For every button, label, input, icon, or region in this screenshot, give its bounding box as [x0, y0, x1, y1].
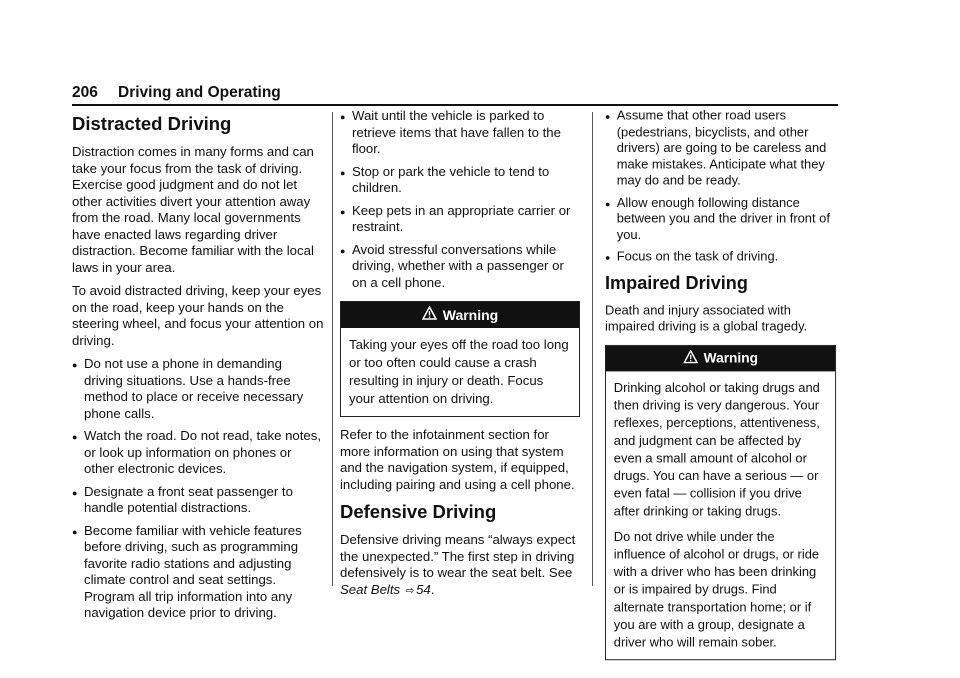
warning-body [606, 371, 835, 659]
bullet-icon: ● [72, 432, 78, 442]
list-item: ● Focus on the task of driving. [605, 249, 836, 265]
heading-impaired-driving: Impaired Driving [605, 271, 748, 293]
column-3 [605, 108, 836, 670]
warning-box [605, 344, 836, 659]
bullet-list [340, 108, 580, 291]
header-rule [72, 104, 838, 106]
warning-icon [422, 306, 437, 324]
list-item: ● Become familiar with vehicle features before driving, such as programming favorite radio stations and adjusting climate control and seat settings. Program all trip information into any navigation device prior to driving. [72, 522, 302, 620]
warning-title: Warning [442, 306, 499, 323]
list-item: ● Assume that other road users (pedestrians, bicyclists, and other drivers) are going to be careless and make mistakes. Anticipate what they may do and be ready. [605, 108, 827, 188]
cross-reference-page[interactable]: 54 [416, 581, 431, 597]
bullet-icon: ● [72, 360, 78, 370]
column-divider-2 [592, 112, 593, 586]
list-item: ● Do not use a phone in demanding driving situations. Use a hands-free method to place or receive necessary phone calls. [72, 356, 304, 421]
bullet-icon: ● [72, 526, 78, 537]
warning-title: Warning [703, 350, 758, 366]
list-item: ● Watch the road. Do not read, take notes, or look up information on phones or other electronic devices. [72, 428, 322, 476]
column-2 [340, 108, 580, 606]
page-reference-icon: ⇨ [405, 584, 415, 597]
page-header [72, 84, 838, 104]
bullet-icon: ● [340, 206, 346, 217]
list-item: ● Wait until the vehicle is parked to retrieve items that have fallen to the floor. [340, 108, 561, 156]
paragraph: Distraction comes in many forms and can take your focus from the task of driving. Exercise good judgment and do not let other activities divert your attention away from the road. Many local governments have enacted laws regarding driver distraction. Become familiar with the local laws in your area. [72, 144, 314, 275]
warning-header [606, 345, 835, 370]
paragraph: To avoid distracted driving, keep your eyes on the road, keep your hands on the steering wheel, and focus your attention on driving. [72, 283, 324, 348]
heading-defensive-driving: Defensive Driving [340, 501, 497, 522]
bullet-icon: ● [340, 167, 346, 178]
bullet-icon: ● [340, 112, 346, 122]
paragraph: Death and injury associated with impaired driving is a global tragedy. [605, 302, 808, 334]
list-item: ● Designate a front seat passenger to handle potential distractions. [72, 483, 293, 515]
list-item: ● Avoid stressful conversations while driving, whether with a passenger or on a cell phone. [340, 241, 564, 290]
bullet-icon: ● [340, 245, 346, 256]
list-item: ● Stop or park the vehicle to tend to children. [340, 163, 550, 195]
section-title: Driving and Operating [118, 84, 281, 101]
warning-text: Do not drive while under the influence of alcohol or drugs, or ride with a driver who has been drinking or is impaired by drugs. Find alternate transportation home; or if you are with a group, designate a driver who will remain sober. [613, 528, 820, 649]
bullet-icon: ● [605, 198, 611, 209]
column-divider-1 [332, 112, 333, 586]
paragraph: Defensive driving means “always expect the unexpected.” The first step in driving defensively is to wear the seat belt. See Seat Belts ⇨ 54. [340, 532, 580, 599]
list-item: ● Keep pets in an appropriate carrier or restraint. [340, 202, 571, 234]
warning-text: Drinking alcohol or taking drugs and then driving is very dangerous. Your reflexes, perceptions, attentiveness, and judgment can be affected by even a small amount of alcohol or drugs. You can have a serious — or even fatal — collision if you drive after drinking or taking drugs. [613, 379, 820, 518]
warning-text: Taking your eyes off the road too long or too often could cause a crash resulting in injury or death. Focus your attention on driving. [349, 337, 569, 406]
bullet-icon: ● [605, 111, 611, 122]
heading-distracted-driving: Distracted Driving [72, 113, 232, 134]
warning-header [341, 302, 579, 328]
warning-body [341, 328, 579, 416]
bullet-list [605, 108, 836, 265]
column-1 [72, 108, 324, 628]
page-number: 206 [72, 84, 98, 101]
bullet-icon: ● [605, 252, 611, 263]
bullet-icon: ● [72, 487, 78, 498]
paragraph: Refer to the infotainment section for more information on using that system and the navigation system, if equipped, including pairing and using a cell phone. [340, 427, 575, 492]
bullet-list [72, 356, 324, 622]
cross-reference-link[interactable]: Seat Belts [340, 581, 401, 597]
warning-icon [683, 350, 698, 367]
warning-box [340, 301, 580, 417]
list-item: ● Allow enough following distance between you and the driver in front of you. [605, 194, 830, 242]
